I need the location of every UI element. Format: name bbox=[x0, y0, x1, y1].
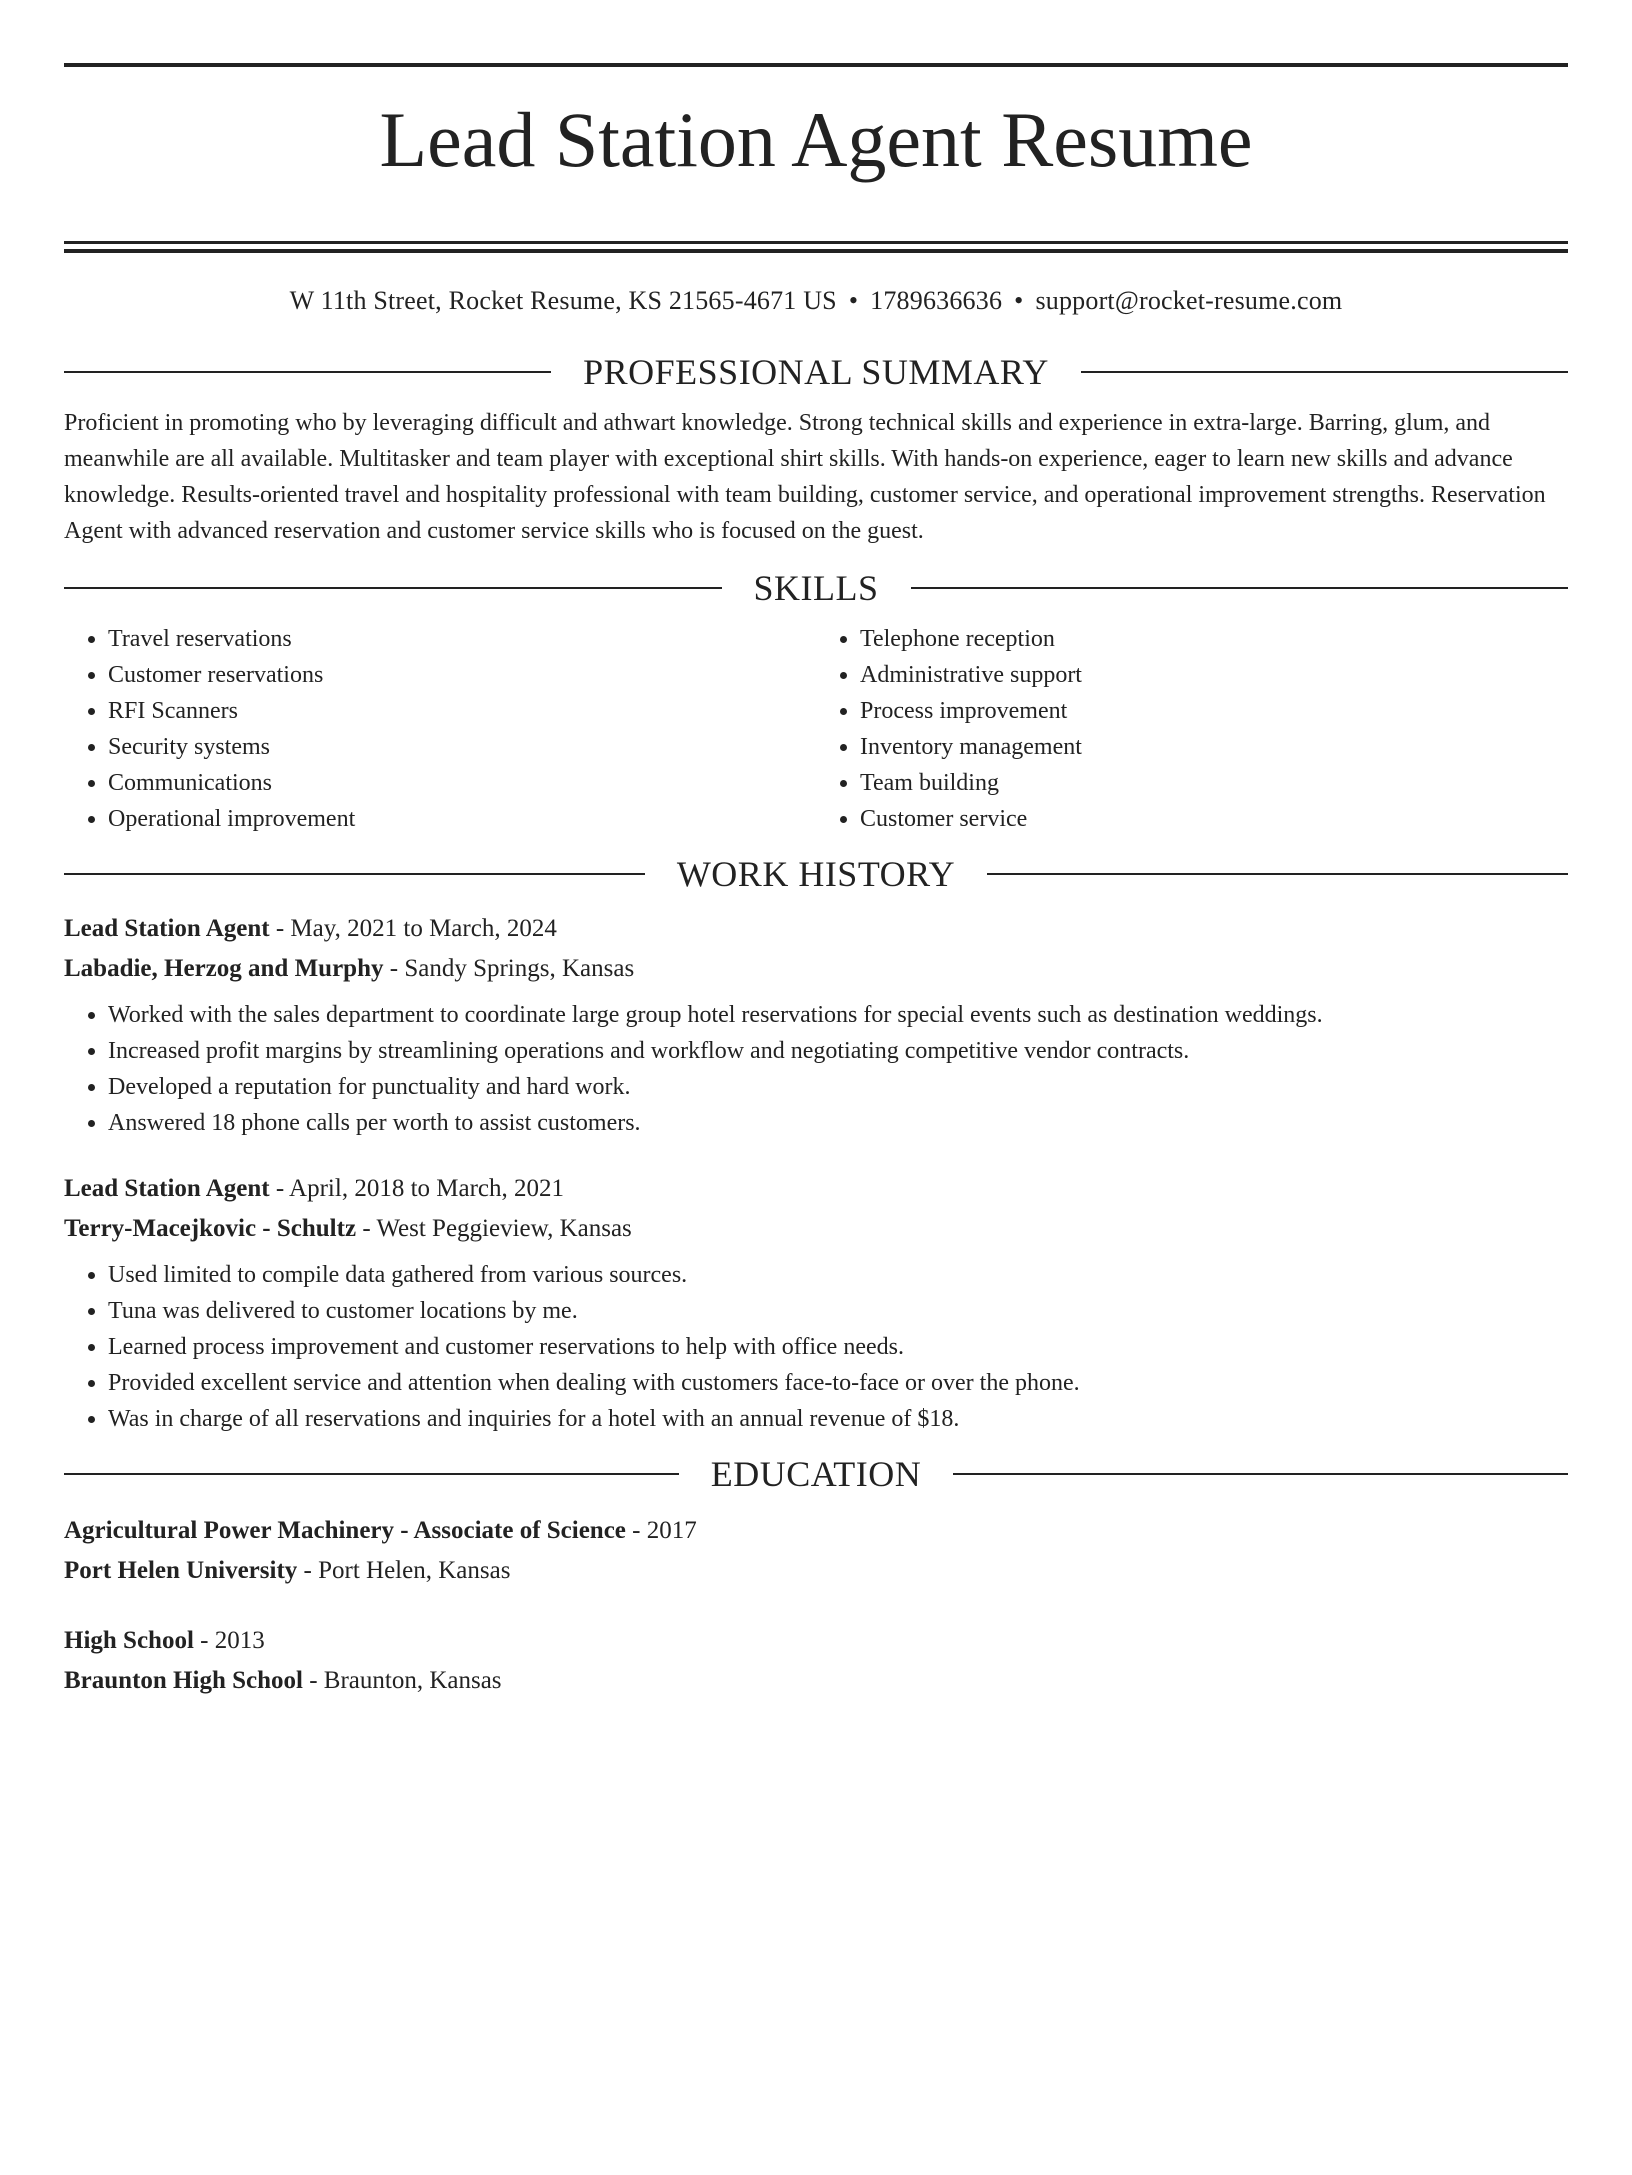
skill-item: • Telephone reception bbox=[860, 621, 1568, 657]
job-company: Labadie, Herzog and Murphy bbox=[64, 955, 384, 982]
education-location: Braunton, Kansas bbox=[323, 1667, 502, 1694]
job-bullet: • Worked with the sales department to coordinate large group hotel reservations for special events such as destination weddings. bbox=[108, 997, 1568, 1033]
contact-separator: • bbox=[1014, 286, 1024, 315]
education-entry bbox=[64, 1621, 1568, 1701]
dash: - bbox=[383, 955, 405, 982]
resume-title: Lead Station Agent Resume bbox=[379, 96, 1253, 183]
job-company: Terry-Macejkovic - Schultz bbox=[64, 1215, 357, 1242]
skill-item: • Customer reservations bbox=[108, 657, 816, 693]
education-location: Port Helen, Kansas bbox=[318, 1557, 511, 1584]
skills-heading bbox=[64, 563, 1568, 613]
job-company-line bbox=[64, 1209, 1568, 1249]
job-company-line bbox=[64, 949, 1568, 989]
job-title-line bbox=[64, 909, 1568, 949]
contact-line bbox=[64, 281, 1568, 321]
heading-rule-left bbox=[64, 1473, 679, 1475]
job-bullets bbox=[64, 997, 1568, 1141]
work-history-heading-label: WORK HISTORY bbox=[676, 854, 956, 894]
dash: - bbox=[356, 1215, 377, 1242]
education-school-line bbox=[64, 1661, 1568, 1701]
summary-heading-label: PROFESSIONAL SUMMARY bbox=[583, 352, 1049, 392]
job-bullet: • Developed a reputation for punctuality and hard work. bbox=[108, 1069, 1568, 1105]
skill-item: • Security systems bbox=[108, 729, 816, 765]
heading-rule-left bbox=[64, 587, 722, 589]
heading-rule-left bbox=[64, 371, 551, 373]
job-entry bbox=[64, 909, 1568, 1141]
contact-email: support@rocket-resume.com bbox=[1035, 286, 1343, 315]
job-bullets bbox=[64, 1257, 1568, 1437]
skill-item: • Customer service bbox=[860, 801, 1568, 837]
resume-page bbox=[0, 63, 1632, 2175]
dash: - bbox=[297, 1557, 319, 1584]
job-bullet: • Answered 18 phone calls per worth to assist customers. bbox=[108, 1105, 1568, 1141]
skills-columns bbox=[64, 621, 1568, 837]
skill-item: • Administrative support bbox=[860, 657, 1568, 693]
education-heading-label: EDUCATION bbox=[710, 1454, 922, 1494]
skill-item: • Travel reservations bbox=[108, 621, 816, 657]
job-bullet: • Was in charge of all reservations and inquiries for a hotel with an annual revenue of $18. bbox=[108, 1401, 1568, 1437]
job-dates: April, 2018 to March, 2021 bbox=[289, 1175, 565, 1202]
education-degree-line bbox=[64, 1621, 1568, 1661]
heading-rule-right bbox=[987, 873, 1568, 875]
education-entry bbox=[64, 1511, 1568, 1591]
skill-item: • Communications bbox=[108, 765, 816, 801]
top-rule bbox=[64, 63, 1568, 67]
job-location: West Peggieview, Kansas bbox=[376, 1215, 632, 1242]
job-bullet: • Provided excellent service and attention when dealing with customers face-to-face or over the phone. bbox=[108, 1365, 1568, 1401]
education-year: 2013 bbox=[214, 1627, 265, 1654]
job-bullet: • Used limited to compile data gathered from various sources. bbox=[108, 1257, 1568, 1293]
education-year: 2017 bbox=[646, 1517, 697, 1544]
dash: - bbox=[269, 1175, 290, 1202]
job-bullet: • Tuna was delivered to customer locations by me. bbox=[108, 1293, 1568, 1329]
education-degree: High School bbox=[64, 1627, 194, 1654]
education-degree: Agricultural Power Machinery - Associate of Science bbox=[64, 1517, 626, 1544]
job-bullet: • Learned process improvement and customer reservations to help with office needs. bbox=[108, 1329, 1568, 1365]
skills-heading-label: SKILLS bbox=[753, 568, 879, 608]
dash: - bbox=[193, 1627, 215, 1654]
skill-item: • RFI Scanners bbox=[108, 693, 816, 729]
skill-item: • Team building bbox=[860, 765, 1568, 801]
skill-item: • Process improvement bbox=[860, 693, 1568, 729]
skill-item: • Operational improvement bbox=[108, 801, 816, 837]
education-degree-line bbox=[64, 1511, 1568, 1551]
title-double-rule bbox=[64, 241, 1568, 253]
heading-rule-left bbox=[64, 873, 645, 875]
contact-address: W 11th Street, Rocket Resume, KS 21565-4671 US bbox=[289, 286, 837, 315]
job-title: Lead Station Agent bbox=[64, 1175, 270, 1202]
summary-heading bbox=[64, 347, 1568, 397]
skill-item: • Inventory management bbox=[860, 729, 1568, 765]
skills-list-left bbox=[64, 621, 816, 837]
heading-rule-right bbox=[911, 587, 1569, 589]
job-bullet: • Increased profit margins by streamlining operations and workflow and negotiating competitive vendor contracts. bbox=[108, 1033, 1568, 1069]
job-title-line bbox=[64, 1169, 1568, 1209]
job-dates: May, 2021 to March, 2024 bbox=[290, 915, 557, 942]
heading-rule-right bbox=[1081, 371, 1568, 373]
job-entry bbox=[64, 1169, 1568, 1437]
dash: - bbox=[302, 1667, 324, 1694]
contact-separator: • bbox=[848, 286, 859, 315]
dash: - bbox=[269, 915, 291, 942]
education-school: Braunton High School bbox=[64, 1667, 303, 1694]
education-school: Port Helen University bbox=[64, 1557, 298, 1584]
job-title: Lead Station Agent bbox=[64, 915, 270, 942]
heading-rule-right bbox=[953, 1473, 1568, 1475]
professional-summary: Proficient in promoting who by leveraging difficult and athwart knowledge. Strong technical skills and experience in extra-large. Barring, glum, and meanwhile are all available. Multitasker and team player with exceptional shirt skills. With hands-on experience, eager to learn new skills and advance knowledge. Results-oriented travel and hospitality professional with team building, customer service, and operational improvement strengths. Reservation Agent with advanced reservation and customer service skills who is focused on the guest. bbox=[64, 410, 1546, 544]
work-history-heading bbox=[64, 849, 1568, 899]
skills-list-right bbox=[816, 621, 1568, 837]
education-heading bbox=[64, 1449, 1568, 1499]
contact-phone: 1789636636 bbox=[870, 286, 1003, 315]
job-location: Sandy Springs, Kansas bbox=[404, 955, 635, 982]
education-school-line bbox=[64, 1551, 1568, 1591]
dash: - bbox=[625, 1517, 647, 1544]
